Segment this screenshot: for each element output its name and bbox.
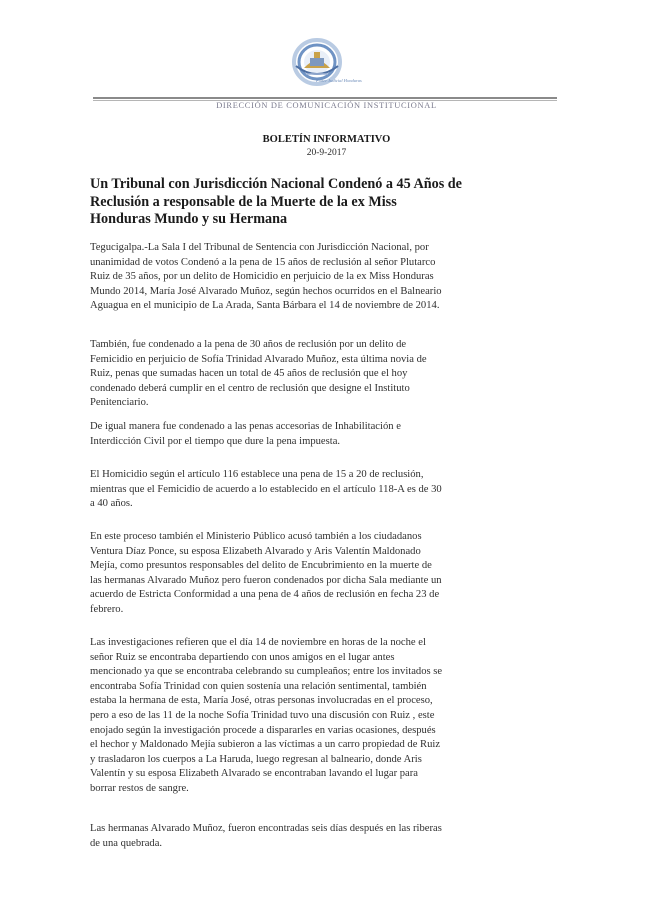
paragraph-1: Tegucigalpa.-La Sala I del Tribunal de Sentencia con Jurisdicción Nacional, por unanimidad de votos Condenó a la pena de 15 años de reclusión al señor Plutarco Ruiz de 35 años, por un delito de Homicidio en perjuicio de la ex Miss Honduras Mundo 2014, María José Alvarado Muñoz, según hechos ocurridos en el Balneario Aguagua en el municipio de La Arada, Santa Bárbara el 14 de noviembre de 2014.: [90, 242, 442, 312]
paragraph-7: Las hermanas Alvarado Muñoz, fueron encontradas seis días después en las riberas de una quebrada.: [90, 823, 442, 849]
header-rule: [93, 97, 557, 99]
paragraph-6: Las investigaciones refieren que el día 14 de noviembre en horas de la noche el señor Ruiz se encontraba departiendo con unos amigos en el lugar antes mencionado ya que se encontraba celebrando su cumpleaños; entre los invitados se encontraba Sofía Trinidad con quien sostenía una relación sentimental, también estaba la hermana de esta, María José, otras personas involucradas en el proceso, pero a eso de las 11 de la noche Sofía Trinidad tuvo una discusión con Ruiz , este enojado según la investigación procede a dispararles en varias ocasiones, después el hechor y Maldonado Mejía subieron a las víctimas a un carro propiedad de Ruiz y trasladaron los cuerpos a La Haruda, luego regresan al balneario, donde Aris Valentín y su esposa Elizabeth Alvarado se encontraban lavando el lugar para borrar restos de sangre.: [90, 637, 443, 794]
poder-judicial-logo: [286, 38, 366, 96]
paragraph-2: También, fue condenado a la pena de 30 años de reclusión por un delito de Femicidio en perjuicio de Sofía Trinidad Alvarado Muñoz, esta última novia de Ruiz, penas que sumadas hacen un total de 45 años de reclusión que el hoy condenado deberá cumplir en el centro de reclusión que designe el Instituto Penitenciario.: [90, 339, 427, 409]
bulletin-date: 20-9-2017: [306, 148, 347, 158]
logo-caption: Poder Judicial Honduras: [316, 78, 362, 83]
headline: Un Tribunal con Jurisdicción Nacional Condenó a 45 Años de Reclusión a responsable de la Muerte de la ex Miss Honduras Mundo y su Hermana: [90, 176, 462, 227]
paragraph-5: En este proceso también el Ministerio Público acusó también a los ciudadanos Ventura Díaz Ponce, su esposa Elizabeth Alvarado y Aris Valentín Maldonado Mejía, como presuntos responsables del delito de Encubrimiento en la muerte de las hermanas Alvarado Muñoz pero fueron condenados por dicha Sala mediante un acuerdo de Estricta Conformidad a una pena de 4 años de reclusión en fecha 23 de febrero.: [90, 531, 442, 615]
paragraph-4: El Homicidio según el artículo 116 establece una pena de 15 a 20 de reclusión, mientras que el Femicidio de acuerdo a lo establecido en el artículo 118-A es de 30 a 40 años.: [90, 469, 442, 510]
department-name: DIRECCIÓN DE COMUNICACIÓN INSTITUCIONAL: [216, 101, 437, 110]
bulletin-title: BOLETÍN INFORMATIVO: [262, 134, 391, 145]
paragraph-3: De igual manera fue condenado a las penas accesorias de Inhabilitación e Interdicción Civil por el tiempo que dure la pena impuesta.: [90, 421, 401, 447]
